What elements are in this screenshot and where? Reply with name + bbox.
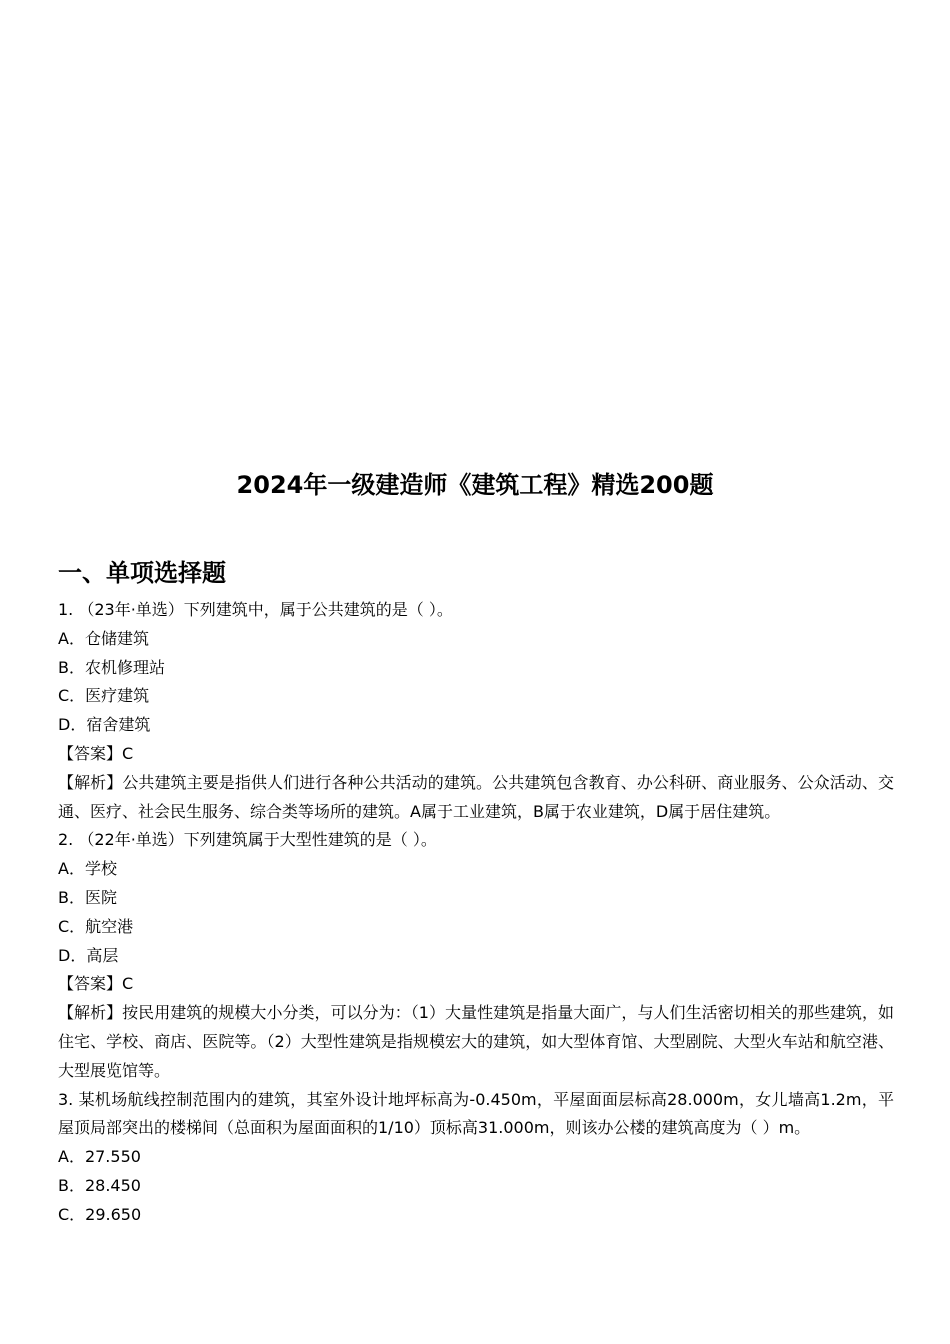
option-a: A．学校 <box>58 859 117 879</box>
option-b: B．农机修理站 <box>58 657 165 677</box>
question-stem: 3. 某机场航线控制范围内的建筑，其室外设计地坪标高为-0.450m，平屋面面层标高28.000m，女儿墙高1.2m，平屋顶局部突出的楼梯间（总面积为屋面面积的1/10）顶标高31.000m，则该办公楼的建筑高度为（ ）m。 <box>58 1089 894 1138</box>
question-2 <box>58 826 894 1085</box>
section-heading: 一、单项选择题 <box>58 559 226 587</box>
option-d: D．宿舍建筑 <box>58 715 151 735</box>
explanation: 【解析】公共建筑主要是指供人们进行各种公共活动的建筑。公共建筑包含教育、办公科研、商业服务、公众活动、交通、医疗、社会民生服务、综合类等场所的建筑。A属于工业建筑，B属于农业建筑，D属于居住建筑。 <box>58 772 894 821</box>
question-1 <box>58 596 894 826</box>
option-c: C．医疗建筑 <box>58 686 150 706</box>
question-stem: 1. （23年·单选）下列建筑中，属于公共建筑的是（ ）。 <box>58 600 453 619</box>
option-c: C．航空港 <box>58 916 134 936</box>
question-stem: 2. （22年·单选）下列建筑属于大型性建筑的是（ ）。 <box>58 830 437 850</box>
question-3 <box>58 1086 894 1230</box>
explanation: 【解析】按民用建筑的规模大小分类，可以分为：（1）大量性建筑是指量大面广，与人们生活密切相关的那些建筑，如住宅、学校、商店、医院等。（2）大型性建筑是指规模宏大的建筑，如大型体育馆、大型剧院、大型火车站和航空港、大型展览馆等。 <box>58 1003 894 1080</box>
option-a: A．27.550 <box>58 1147 141 1167</box>
document-title: 2024年一级建造师《建筑工程》精选200题 <box>236 471 714 499</box>
option-d: D．高层 <box>58 945 119 965</box>
answer: 【答案】C <box>58 743 134 763</box>
option-b: B．28.450 <box>58 1175 141 1195</box>
answer: 【答案】C <box>58 974 134 994</box>
option-c: C．29.650 <box>58 1204 142 1224</box>
question-list <box>58 596 894 1230</box>
option-b: B．医院 <box>58 887 117 907</box>
option-a: A．仓储建筑 <box>58 628 149 648</box>
